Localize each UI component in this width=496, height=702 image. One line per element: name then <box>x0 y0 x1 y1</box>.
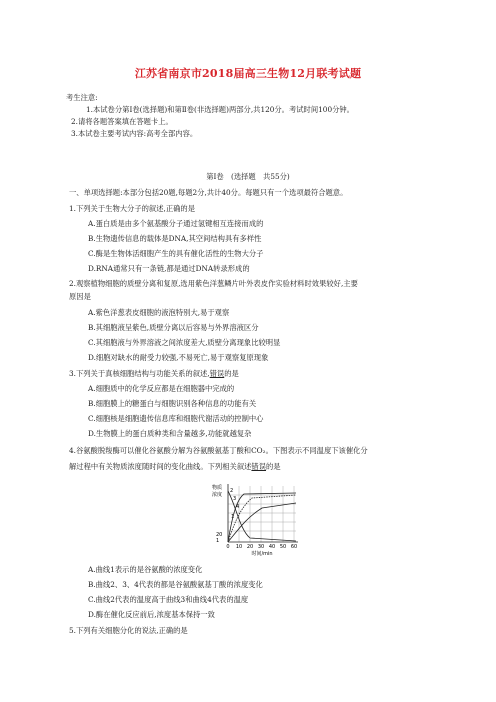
q1-option-d: D.RNA通常只有一条链,都是通过DNA转录形成的 <box>88 264 250 273</box>
section-heading: 第Ⅰ卷 (选择题 共55分) <box>206 172 290 181</box>
note-1: 1.本试卷分第Ⅰ卷(选择题)和第Ⅱ卷(非选择题)两部分,共120分。考试时间100分钟。 <box>86 105 354 114</box>
q3-stem-emphasis: 错误 <box>209 369 225 378</box>
figure-ylabel-1: 物质 <box>212 485 223 491</box>
figure-xlabel: 时间/min <box>251 551 273 556</box>
q3-stem-suffix: 的是 <box>224 369 239 378</box>
figure-y-start: 20 <box>216 532 223 538</box>
curve-label-4: 4 <box>236 504 240 510</box>
q4-stem-suffix: 的是 <box>266 462 281 471</box>
exam-title: 江苏省南京市2018届高三生物12月联考试题 <box>134 67 362 80</box>
q2-stem-line2: 原因是 <box>69 292 91 301</box>
q3-stem-prefix: 3.下列关于真核细胞结构与功能关系的叙述, <box>69 369 210 378</box>
q1-option-b: B.生物遗传信息的载体是DNA,其空间结构具有多样性 <box>88 234 262 243</box>
q2-option-c: C.其细胞液与外界溶液之间浓度差大,质壁分离现象比较明显 <box>88 338 281 347</box>
part-instructions: 一、单项选择题:本部分包括20题,每题2分,共计40分。每题只有一个选项最符合题意。 <box>69 188 348 197</box>
q5-stem: 5.下列有关细胞分化的说法,正确的是 <box>69 626 188 635</box>
curve-label-1: 1 <box>231 514 235 520</box>
figure-grid <box>228 486 296 542</box>
note-2: 2.请将各题答案填在答题卡上。 <box>71 117 173 126</box>
q1-stem: 1.下列关于生物大分子的叙述,正确的是 <box>69 204 196 213</box>
q1-option-a: A.蛋白质是由多个氨基酸分子通过氢键相互连接而成的 <box>88 219 264 228</box>
q3-option-c: C.细胞核是细胞遗传信息库和细胞代谢活动的控制中心 <box>88 414 264 423</box>
q4-option-a: A.曲线1表示的是谷氨酸的浓度变化 <box>88 565 203 574</box>
q4-option-c: C.曲线2代表的温度高于曲线3和曲线4代表的温度 <box>88 595 249 604</box>
q3-stem <box>69 369 239 379</box>
q4-stem-line1: 4.谷氨酸脱羧酶可以催化谷氨酸分解为谷氨酸氨基丁酸和CO₂。下图表示不同温度下该催化分 <box>69 446 368 455</box>
q3-option-d: D.生物膜上的蛋白质种类和含量越多,功能就越复杂 <box>88 429 252 438</box>
q4-stem-line2 <box>69 462 281 472</box>
notes-heading: 考生注意: <box>66 93 98 102</box>
curve-label-2: 2 <box>230 488 234 494</box>
q2-stem-line1: 2.观察植物细胞的质壁分离和复原,选用紫色洋葱鳞片叶外表皮作实验材料时效果较好,主要 <box>69 279 358 288</box>
x-tick-60: 60 <box>290 544 298 550</box>
x-tick-20: 20 <box>246 544 254 550</box>
q3-option-a: A.细胞质中的化学反应都是在细胞器中完成的 <box>88 384 235 393</box>
q3-option-b: B.细胞膜上的糖蛋白与细胞识别各种信息的功能有关 <box>88 399 257 408</box>
q1-option-c: C.酶是生物体活细胞产生的具有催化活性的生物大分子 <box>88 249 264 258</box>
figure-y-note: 1 <box>216 538 220 544</box>
q4-option-d: D.酶在催化反应前后,浓度基本保持一致 <box>88 610 215 619</box>
x-tick-50: 50 <box>279 544 287 550</box>
x-tick-10: 10 <box>235 544 243 550</box>
x-tick-30: 30 <box>257 544 265 550</box>
note-3: 3.本试卷主要考试内容:高考全部内容。 <box>71 129 198 138</box>
q2-option-a: A.紫色洋葱表皮细胞的液泡特别大,易于观察 <box>88 308 230 317</box>
q2-option-b: B.其细胞液呈紫色,质壁分离以后容易与外界溶液区分 <box>88 323 259 332</box>
x-tick-0: 0 <box>226 544 230 550</box>
x-tick-labels <box>226 544 297 550</box>
figure-ylabel-2: 浓度 <box>212 492 223 498</box>
concentration-time-figure <box>210 478 300 556</box>
q4-stem-emphasis: 错误 <box>251 462 267 471</box>
q2-option-d: D.细胞对缺水的耐受力较强,不易死亡,易于观察复原现象 <box>88 353 269 362</box>
x-tick-40: 40 <box>268 544 276 550</box>
curve-label-3: 3 <box>233 496 237 502</box>
q4-stem-prefix: 解过程中有关物质浓度随时间的变化曲线。下列相关叙述 <box>69 462 252 471</box>
q4-option-b: B.曲线2、3、4代表的都是谷氨酸氨基丁酸的浓度变化 <box>88 580 263 589</box>
